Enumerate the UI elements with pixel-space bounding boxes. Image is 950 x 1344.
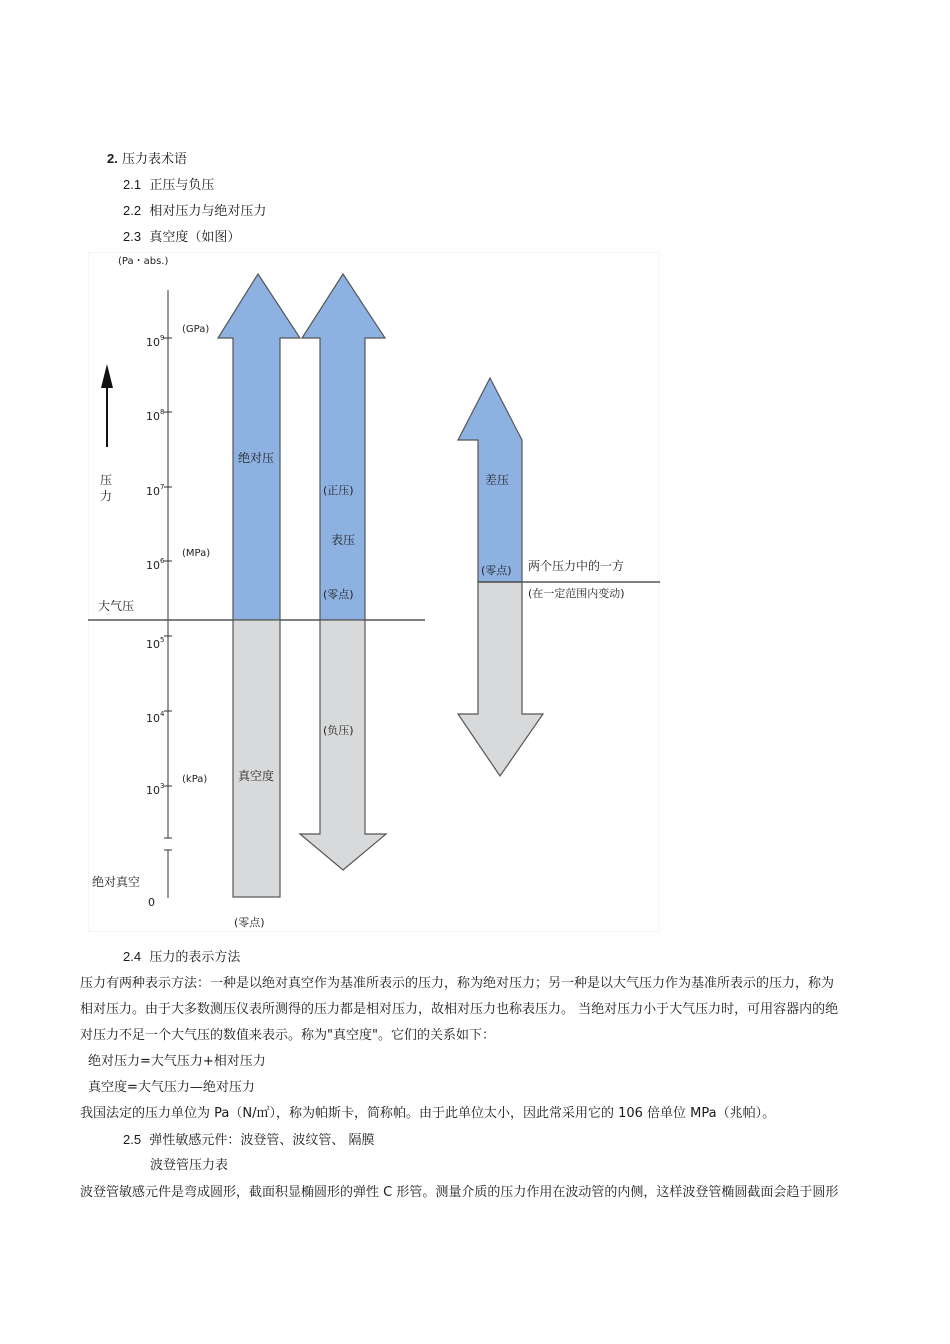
unit-gpa: (GPa)	[182, 324, 210, 335]
tick-label-3: $10^3$	[146, 782, 165, 797]
tick-label-9: $10^9$	[146, 334, 165, 349]
differential-reference-label: 两个压力中的一方	[528, 559, 625, 573]
zero-label: 0	[148, 896, 155, 909]
gauge-zero-label: (零点)	[323, 588, 354, 601]
pressure-diagram	[88, 252, 660, 932]
pressure-label-1: 压	[100, 473, 113, 487]
heading-2-5: 2.5 弹性敏感元件：波登管、波纹管、 隔膜	[123, 1132, 375, 1148]
formula-absolute: 绝对压力=大气压力+相对压力	[88, 1054, 266, 1069]
unit-label: (Pa・abs.)	[118, 256, 169, 267]
tick-label-8: $10^8$	[146, 408, 165, 423]
vacuum-degree-bar	[233, 620, 280, 897]
positive-pressure-label: (正压)	[323, 484, 354, 497]
absolute-vacuum-label: 绝对真空	[92, 875, 141, 889]
pressure-label-2: 力	[100, 489, 113, 503]
paragraph-bourdon: 波登管敏感元件是弯成圆形，截面积显椭圆形的弹性 C 形管。测量介质的压力作用在波动管的内侧，这样波登管椭圆截面会趋于圆形	[80, 1185, 839, 1200]
tick-label-6: $10^6$	[146, 557, 165, 572]
tick-label-5: $10^5$	[146, 636, 165, 651]
differential-pressure-label: 差压	[485, 473, 510, 487]
differential-range-label: (在一定范围内变动)	[528, 587, 625, 600]
unit-mpa: (MPa)	[182, 548, 211, 559]
heading-2-2: 2.2 相对压力与绝对压力	[123, 203, 267, 219]
tick-label-4: $10^4$	[146, 710, 165, 725]
vacuum-degree-label: 真空度	[238, 769, 275, 783]
tick-label-7: $10^7$	[146, 483, 165, 498]
heading-2-4: 2.4 压力的表示方法	[123, 949, 241, 965]
zero-point-label: (零点)	[234, 916, 265, 929]
formula-vacuum: 真空度=大气压力—绝对压力	[88, 1080, 255, 1095]
negative-pressure-label: (负压)	[323, 724, 354, 737]
unit-kpa: (kPa)	[182, 774, 208, 785]
heading-2-1: 2.1 正压与负压	[123, 177, 215, 193]
paragraph-unit: 我国法定的压力单位为 Pa（N/㎡），称为帕斯卡，简称帕。由于此单位太小，因此常采用它的 106 倍单位 MPa（兆帕）。	[80, 1106, 776, 1121]
absolute-pressure-label: 绝对压	[238, 451, 275, 465]
heading-2-3: 2.3 真空度（如图）	[123, 229, 241, 245]
heading-bourdon-gauge: 波登管压力表	[150, 1158, 229, 1173]
differential-zero-label: (零点)	[481, 564, 512, 577]
paragraph-pressure-methods: 压力有两种表示方法：一种是以绝对真空作为基准所表示的压力，称为绝对压力；另一种是以大气压力作为基准所表示的压力，称为 相对压力。由于大多数测压仪表所测得的压力都是相对压力，故相对压力也称表压力。 当绝对压力小于大气压力时，可用容器内的绝 对压力不足一个大气压的数值来表示。称为"真空度"。它们的关系如下：	[80, 976, 839, 1043]
atmosphere-label: 大气压	[98, 599, 135, 613]
gauge-pressure-label: 表压	[331, 533, 356, 547]
heading-2: 2. 压力表术语	[107, 151, 187, 167]
